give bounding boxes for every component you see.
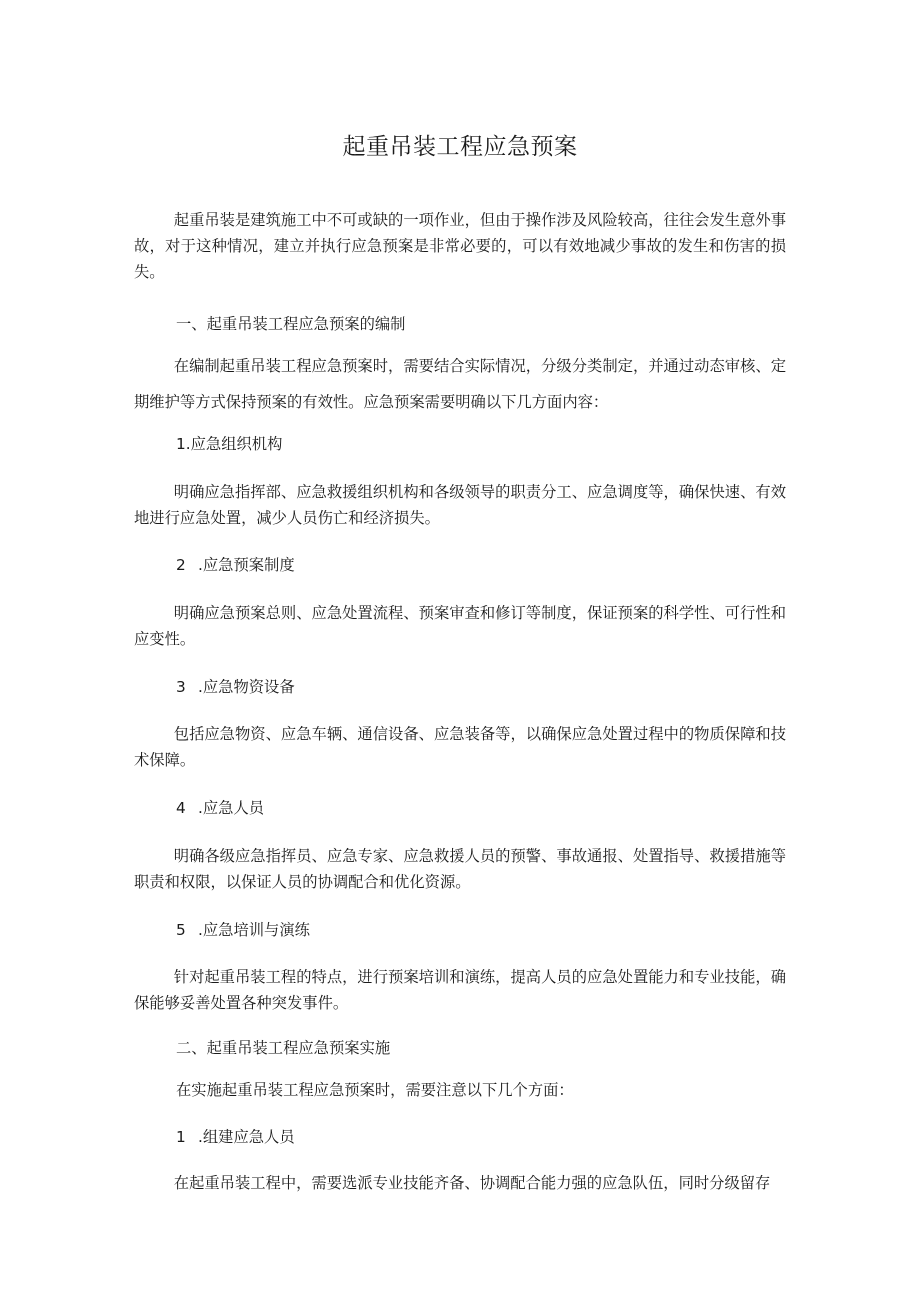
section-1-paragraph: 在编制起重吊装工程应急预案时，需要结合实际情况，分级分类制定，并通过动态审核、定期维护等方式保持预案的有效性。应急预案需要明确以下几方面内容： [134,357,786,411]
item-number: 3 [176,678,186,696]
item-paragraph: 明确各级应急指挥员、应急专家、应急救援人员的预警、事故通报、处置指导、救援措施等职责和权限，以保证人员的协调配合和优化资源。 [134,847,786,891]
document-title: 起重吊装工程应急预案 [342,134,578,160]
item-heading [176,796,264,820]
item-paragraph: 明确应急预案总则、应急处置流程、预案审查和修订等制度，保证预案的科学性、可行性和应变性。 [134,604,786,648]
item-paragraph: 明确应急指挥部、应急救援组织机构和各级领导的职责分工、应急调度等，确保快速、有效地进行应急处置，减少人员伤亡和经济损失。 [134,483,786,527]
item-number: 4 [176,799,186,817]
item-heading [176,675,295,699]
item-number: 1. [176,435,191,453]
item-number: 2 [176,556,186,574]
item-title: .应急培训与演练 [198,921,310,939]
item-title: .应急物资设备 [198,678,295,696]
item-heading [176,553,295,577]
item-title: .应急人员 [198,799,265,817]
item-title: .应急预案制度 [198,556,295,574]
item-paragraph: 针对起重吊装工程的特点，进行预案培训和演练，提高人员的应急处置能力和专业技能，确保能够妥善处置各种突发事件。 [134,968,786,1012]
section-1-heading: 一、起重吊装工程应急预案的编制 [176,315,406,333]
item-number: 1 [176,1128,186,1146]
item-paragraph: 包括应急物资、应急车辆、通信设备、应急装备等，以确保应急处置过程中的物质保障和技术保障。 [134,725,786,769]
section-2-paragraph: 在实施起重吊装工程应急预案时，需要注意以下几个方面： [176,1081,574,1099]
item-number: 5 [176,921,186,939]
item-heading [176,1125,295,1149]
section-2-heading: 二、起重吊装工程应急预案实施 [176,1039,391,1057]
item-heading [176,918,310,942]
intro-paragraph: 起重吊装是建筑施工中不可或缺的一项作业，但由于操作涉及风险较高，往往会发生意外事故，对于这种情况，建立并执行应急预案是非常必要的，可以有效地减少事故的发生和伤害的损失。 [134,211,786,281]
item-title: 应急组织机构 [190,435,283,453]
item-heading [176,432,282,456]
item-title: .组建应急人员 [198,1128,295,1146]
item-paragraph: 在起重吊装工程中，需要选派专业技能齐备、协调配合能力强的应急队伍，同时分级留存 [173,1174,771,1192]
